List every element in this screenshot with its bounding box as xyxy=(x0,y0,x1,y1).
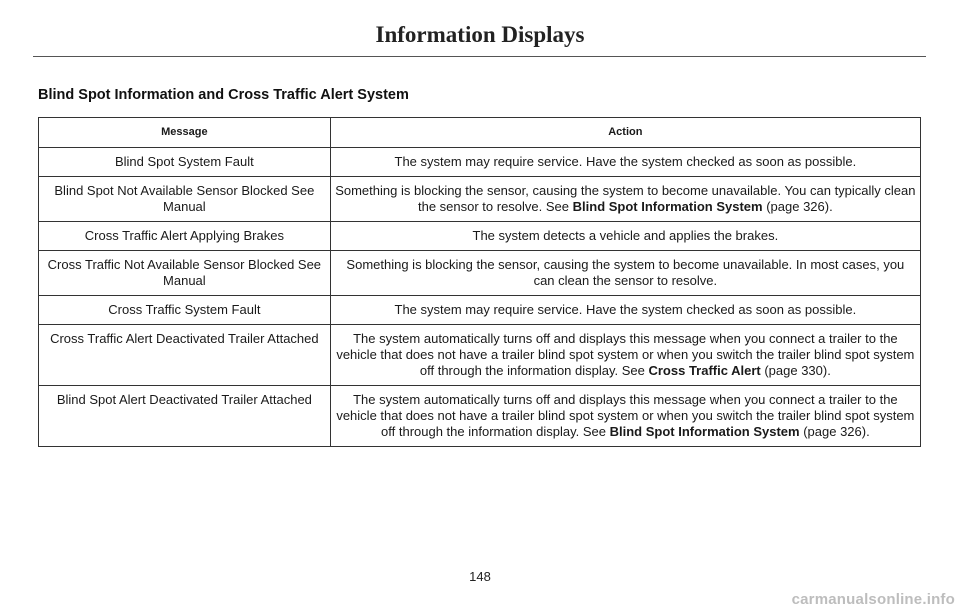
action-text: Something is blocking the sensor, causing the system to become unavailable. In most cases, you can clean the sensor to resolve. xyxy=(346,257,905,288)
action-text: The system automatically turns off and displays this message when you connect a trailer to the vehicle that does not have a trailer blind spot system or when you switch the trailer blind spot system off through the information display. See xyxy=(336,331,915,378)
action-cell xyxy=(330,148,920,177)
table-row xyxy=(39,325,921,386)
column-header-message: Message xyxy=(39,118,331,148)
action-cell xyxy=(330,222,920,251)
action-cell xyxy=(330,251,920,296)
message-cell: Cross Traffic Not Available Sensor Blocked See Manual xyxy=(39,251,331,296)
action-cell xyxy=(330,296,920,325)
action-text: The system detects a vehicle and applies the brakes. xyxy=(472,228,779,243)
action-text: The system may require service. Have the system checked as soon as possible. xyxy=(394,154,857,169)
action-cell xyxy=(330,386,920,447)
message-table xyxy=(38,117,921,447)
table-header-row xyxy=(39,118,921,148)
action-text: The system automatically turns off and displays this message when you connect a trailer to the vehicle that does not have a trailer blind spot system or when you switch the trailer blind spot system off through the information display. See xyxy=(336,392,915,439)
title-divider xyxy=(33,56,926,57)
action-text: The system may require service. Have the system checked as soon as possible. xyxy=(394,302,857,317)
page-title: Information Displays xyxy=(375,22,585,47)
table-row xyxy=(39,148,921,177)
message-cell: Cross Traffic Alert Applying Brakes xyxy=(39,222,331,251)
cross-reference: Blind Spot Information System xyxy=(609,424,800,439)
action-cell xyxy=(330,177,920,222)
table-row xyxy=(39,222,921,251)
watermark-text[interactable]: carmanualsonline.info xyxy=(791,591,955,608)
table-row xyxy=(39,386,921,447)
page-reference: (page 330). xyxy=(760,363,831,378)
table-row xyxy=(39,296,921,325)
page-number: 148 xyxy=(469,569,491,584)
cross-reference: Blind Spot Information System xyxy=(572,199,763,214)
column-header-action: Action xyxy=(330,118,920,148)
action-text: Something is blocking the sensor, causing the system to become unavailable. You can typically clean the sensor to resolve. See xyxy=(335,183,916,214)
message-cell: Blind Spot Not Available Sensor Blocked See Manual xyxy=(39,177,331,222)
message-cell: Cross Traffic Alert Deactivated Trailer Attached xyxy=(39,325,331,386)
message-cell: Blind Spot System Fault xyxy=(39,148,331,177)
message-cell: Blind Spot Alert Deactivated Trailer Attached xyxy=(39,386,331,447)
cross-reference: Cross Traffic Alert xyxy=(648,363,761,378)
action-cell xyxy=(330,325,920,386)
section-heading: Blind Spot Information and Cross Traffic Alert System xyxy=(38,87,409,103)
page-reference: (page 326). xyxy=(799,424,870,439)
page-reference: (page 326). xyxy=(762,199,833,214)
message-cell: Cross Traffic System Fault xyxy=(39,296,331,325)
table-row xyxy=(39,177,921,222)
table-row xyxy=(39,251,921,296)
